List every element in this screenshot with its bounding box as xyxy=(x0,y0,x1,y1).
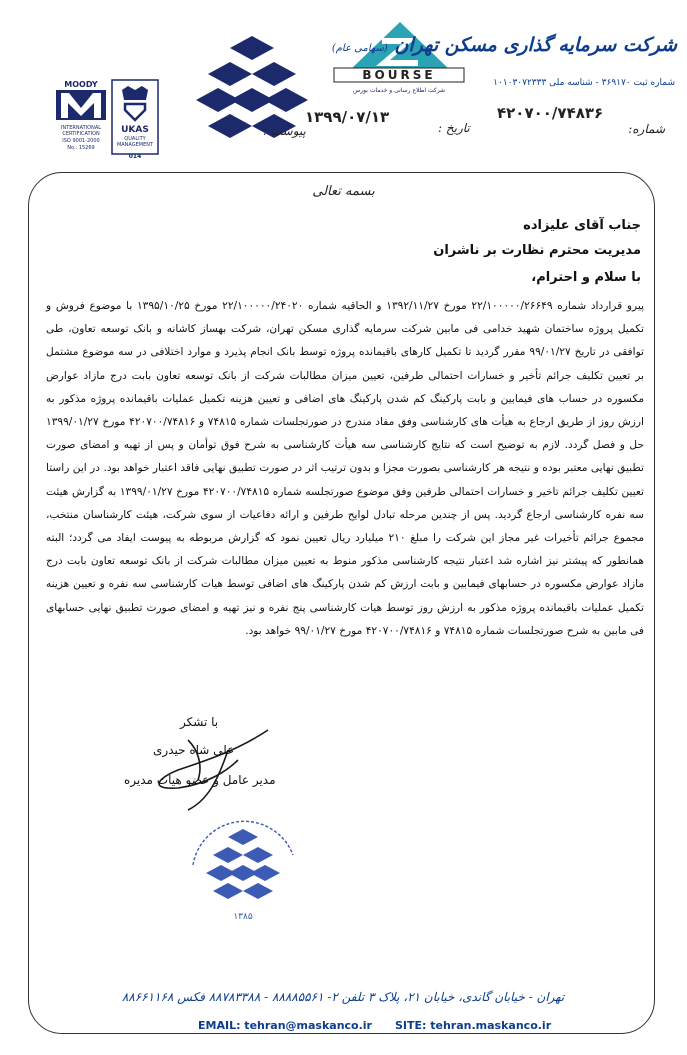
company-type: (سهامی عام) xyxy=(331,43,388,54)
closing-thanks: با تشکر xyxy=(180,715,219,729)
bourse-caption: شرکت اطلاع رسانی و خدمات بورس xyxy=(352,87,446,94)
number-value: ۴۲۰۷۰۰/۷۴۸۳۶ xyxy=(497,104,604,122)
addressee-department: مدیریت محترم نظارت بر ناشران xyxy=(433,243,641,258)
addressee-name: جناب آقای علیزاده xyxy=(523,218,641,233)
stamp-year: ۱۳۸۵ xyxy=(233,912,253,922)
date-value: ۱۳۹۹/۰۷/۱۳ xyxy=(305,108,390,126)
svg-text:INTERNATIONAL: INTERNATIONAL xyxy=(60,125,102,131)
company-name-text: شرکت سرمایه گذاری مسکن تهران xyxy=(394,34,677,56)
svg-text:MOODY: MOODY xyxy=(64,80,98,89)
svg-text:MANAGEMENT: MANAGEMENT xyxy=(116,142,154,148)
bourse-text: BOURSE xyxy=(362,68,436,82)
company-stamp xyxy=(178,795,308,925)
ukas-quality-logo xyxy=(110,78,160,160)
svg-text:UKAS: UKAS xyxy=(121,125,149,135)
footer-website: SITE: tehran.maskanco.ir xyxy=(395,1019,552,1032)
footer-address: تهران - خیابان گاندی، خیابان ۲۱، پلاک ۳ تلفن ۲- ۸۸۸۸۵۵۶۱ - ۸۸۷۸۳۳۸۸ فکس ۸۸۶۶۱۱۶۸ xyxy=(121,990,565,1004)
signer-title: مدیر عامل و عضو هیات مدیره xyxy=(124,773,276,787)
moody-certification-logo xyxy=(52,78,110,156)
bourse-logo xyxy=(330,20,468,96)
date-label: تاریخ : xyxy=(438,121,470,135)
svg-text:QUALITY: QUALITY xyxy=(124,136,146,142)
company-name xyxy=(331,34,677,56)
number-label: شماره: xyxy=(628,122,665,136)
attachment-label: پیوست : xyxy=(263,124,306,138)
registration-line: شماره ثبت ۳۶۹۱۷۰ - شناسه ملی ۱۰۱۰۳۰۷۲۳۳۳ xyxy=(493,78,675,88)
svg-text:CERTIFICATION: CERTIFICATION xyxy=(62,131,100,137)
svg-text:No.: 15269: No.: 15269 xyxy=(67,145,95,151)
greeting: با سلام و احترام، xyxy=(531,270,641,285)
footer-email: EMAIL: tehran@maskanco.ir xyxy=(198,1019,372,1032)
svg-text:014: 014 xyxy=(128,153,142,160)
svg-text:ISO 9001-2000: ISO 9001-2000 xyxy=(62,138,100,144)
letter-body: پیرو قرارداد شماره ۲۲/۱۰۰۰۰۰/۲۶۶۴۹ مورخ ۱۳۹۲/۱۱/۲۷ و الحاقیه شماره ۲۲/۱۰۰۰۰۰/۲۴۰۲۰ مورخ ۱۳۹۵/۱۰/۲۵ با موضوع فروش و تکمیل پروژه ساختمان شهید خدامی فی مابین شرکت سرمایه گذاری مسکن تهران، شرکت بهساز کاشانه و بانک توسعه تعاون، طی توافقی در تاریخ ۹۹/۰۱/۲۷ مقرر گردید تا تکمیل کارهای باقیمانده پروژه توسط بانک انجام پذیرد و موارد اختلافی در سه موضوع مشتمل بر تعیین تکلیف جرائم تأخیر و خسارات احتمالی طرفین، تعیین میزان مطالبات شرکت از بانک توسعه تعاون بابت درج مازاد عوارض مکسوره در حساب های فیمابین و بابت پارکینگ کم شدن پارکینگ های اضافی و تعیین هزینه تکمیل عملیات باقیمانده پروژه مذکور به ارزش روز از طریق ارجاع به هیأت های کارشناسی وفق مفاد مندرج در صورتجلسات شماره ۷۴۸۱۵ و ۴۲۰۷۰۰/۷۴۸۱۶ مورخ ۱۳۹۹/۰۱/۲۷ حل و فصل گردد. لازم به توضیح است که نتایج کارشناسی سه هیأت کارشناسی به شرح فوق توأمان و پس از تهیه و امضای صورت تطبیق نهایی معتبر بوده و نتیجه هر کارشناسی بصورت مجزا و بدون ترتیب اثر در صورت تطبیق نهایی فاقد اعتبار خواهد بود. در این راستا تعیین تکلیف جرائم تاخیر و خسارات احتمالی طرفین وفق موضوع صورتجلسه شماره ۴۲۰۷۰۰/۷۴۸۱۵ مورخ ۱۳۹۹/۰۱/۲۷ به گزارش هیئت سه نفره کارشناسی ارجاع گردید. پس از چندین مرحله تبادل لوایح طرفین و ارائه دفاعیات از سوی شرکت، هیئت کارشناسان منتخب، مجموع جرائم تأخیرات غیر مجاز این شرکت را مبلغ ۲۱۰ میلیارد ریال تعیین نمود که گزارش مربوطه به پیوست ایفاد می گردد؛ البته همانطور که پیشتر نیز اشاره شد اعتبار نتیجه کارشناسی مذکور منوط به تعیین میزان مطالبات شرکت از بانک توسعه تعاون بابت درج مازاد عوارض مکسوره در حسابهای فیمابین و بابت ارزش کم شدن پارکینگ های اضافی توسط هیات کارشناسی سه نفره و تعیین هزینه تکمیل عملیات باقیمانده پروژه مذکور به ارزش روز توسط هیات کارشناسی پنج نفره و نیز تهیه و امضای صورت تطبیق نهایی حسابهای فی مابین به شرح صورتجلسات شماره ۷۴۸۱۵ و ۴۲۰۷۰۰/۷۴۸۱۶ مورخ ۹۹/۰۱/۲۷ خواهد بود. xyxy=(46,300,645,637)
bismillah: بسمه تعالی xyxy=(312,184,375,199)
signer-name: علی شاه حیدری xyxy=(153,743,235,757)
